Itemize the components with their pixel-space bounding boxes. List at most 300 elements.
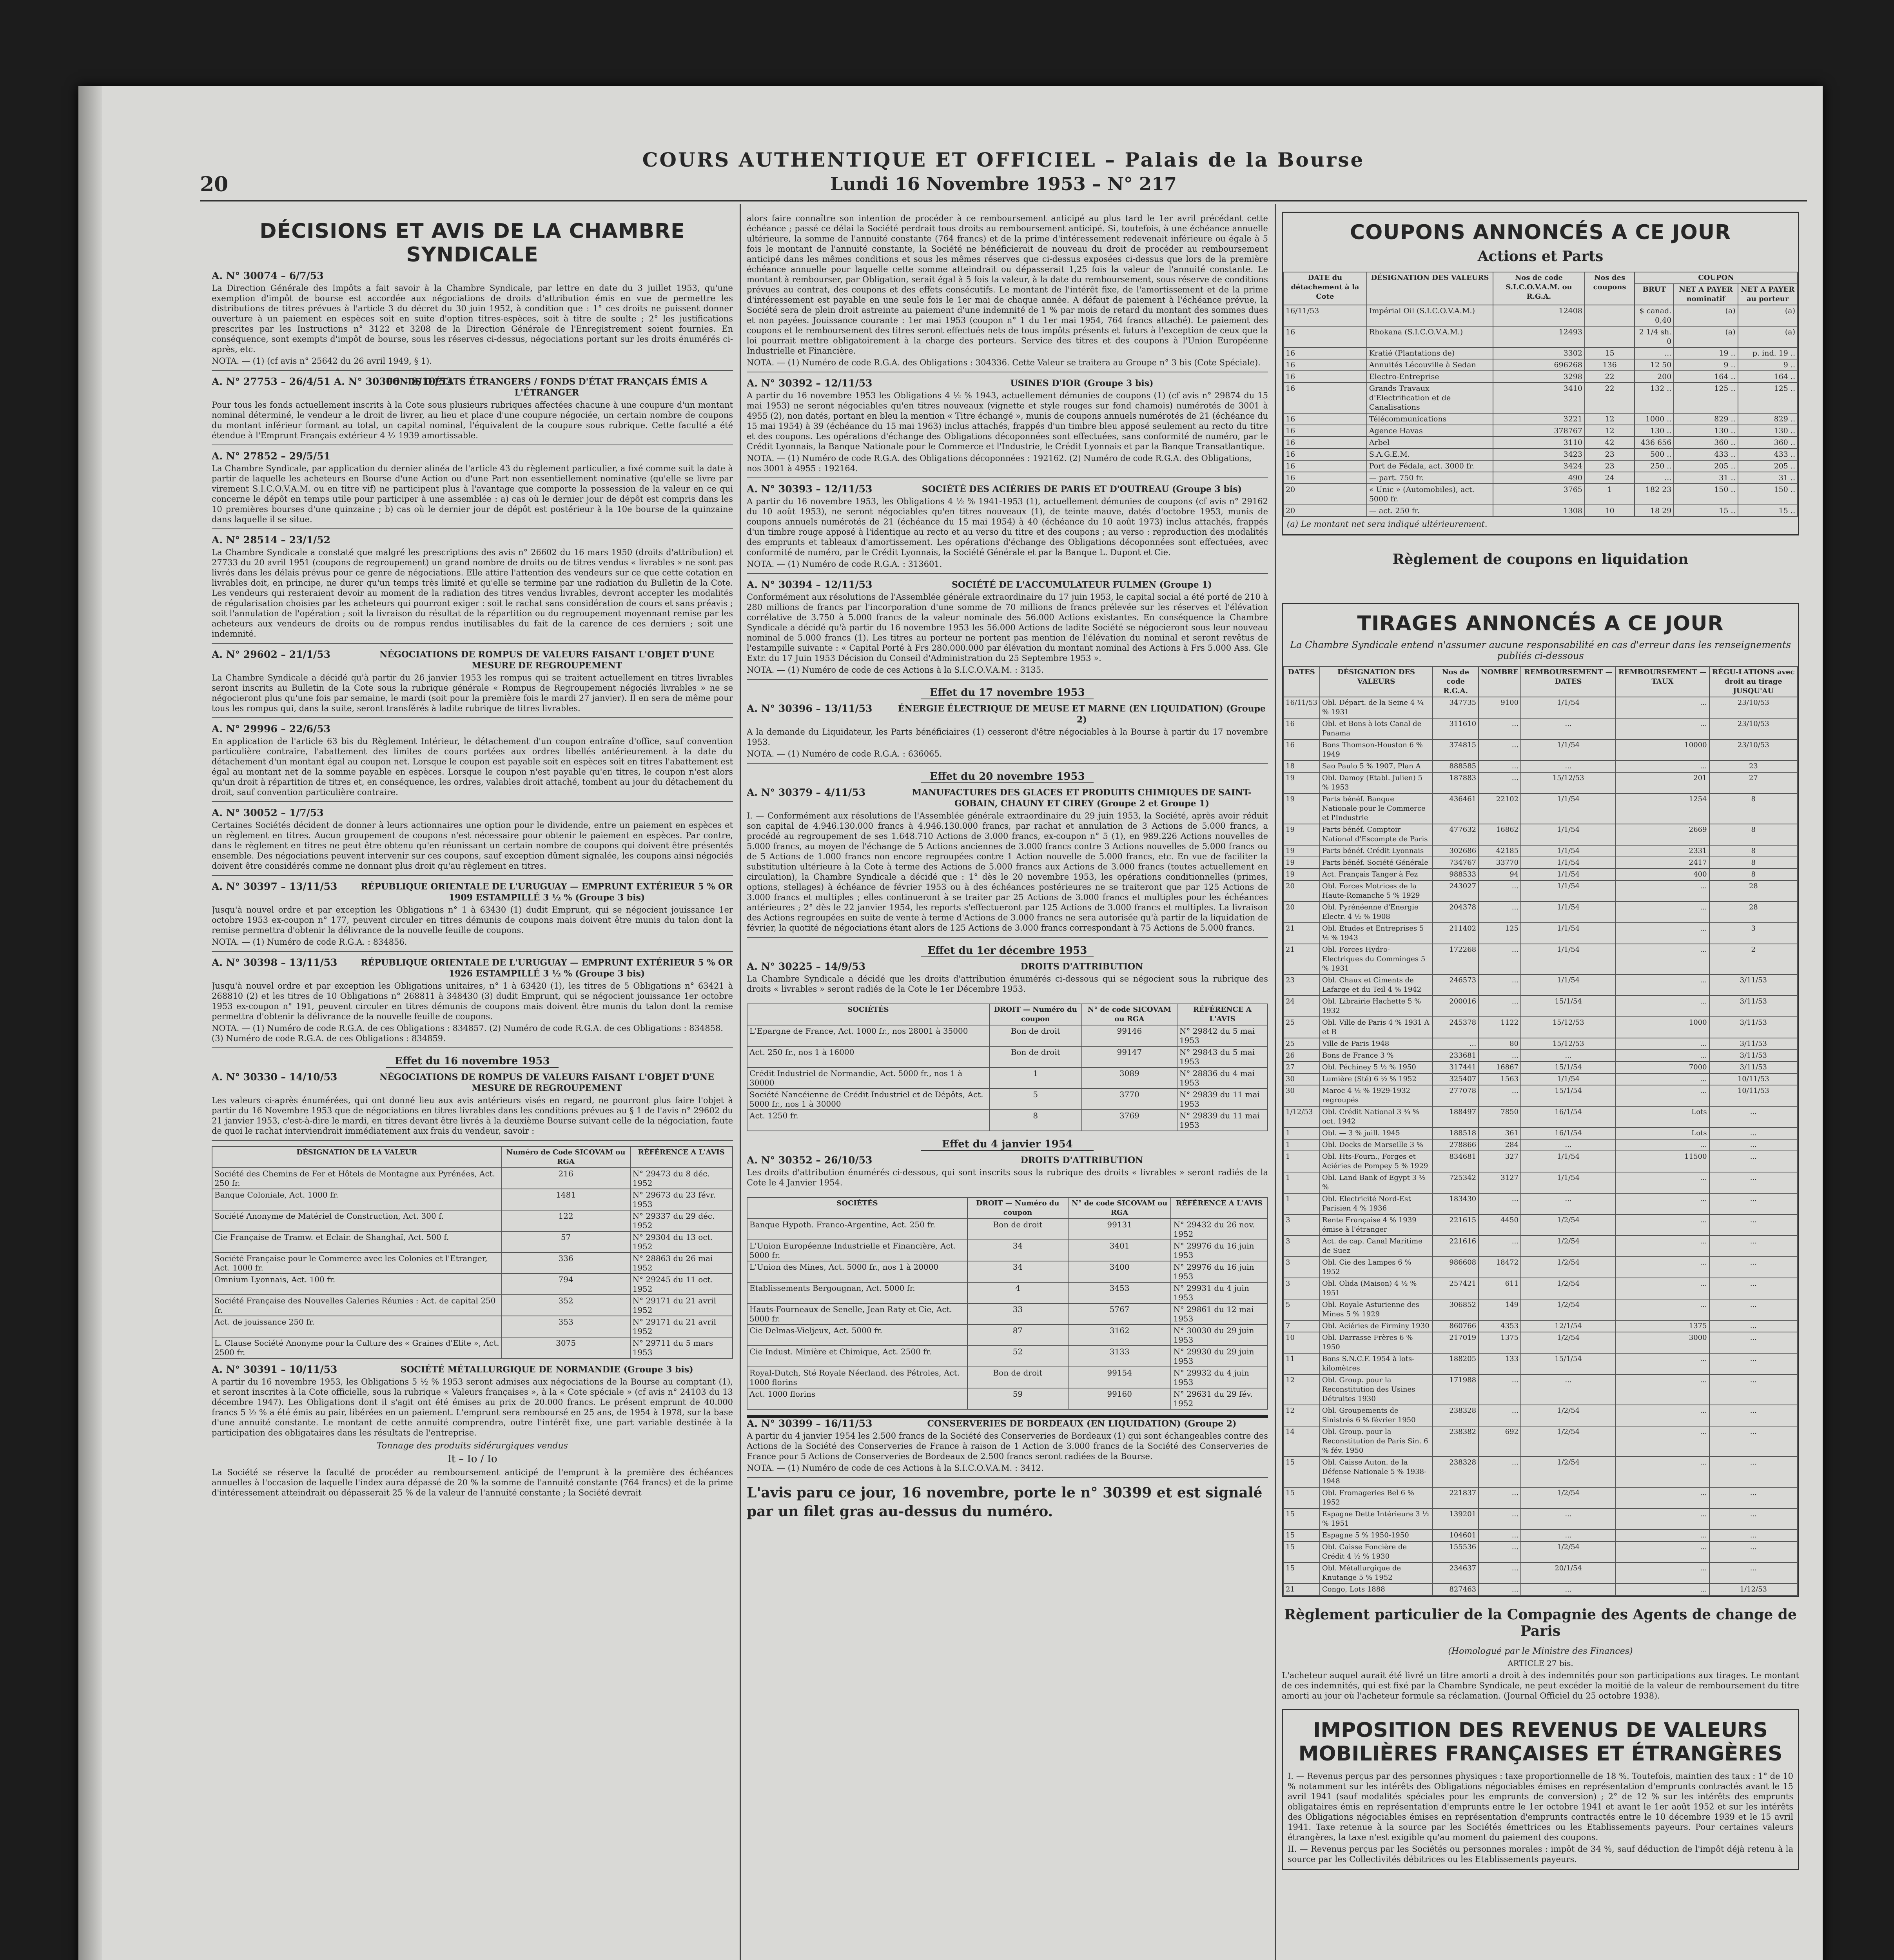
table-cell: N° 28836 du 4 mai 1953 — [1177, 1067, 1268, 1089]
table-cell: 1/2/54 — [1521, 1457, 1616, 1487]
table-cell: 3 — [1709, 923, 1798, 944]
table-row — [1283, 1073, 1798, 1085]
table-cell: ... — [1616, 1085, 1709, 1106]
table-cell: 306852 — [1433, 1299, 1479, 1320]
table-cell: 3110 — [1493, 437, 1585, 448]
avis-30391 — [212, 1364, 733, 1502]
avis-subject: FONDS D'ÉTATS ÉTRANGERS / FONDS D'ÉTAT FRANÇAIS ÉMIS A L'ÉTRANGER — [386, 377, 708, 398]
table-cell: ... — [1709, 1426, 1798, 1457]
table-cell: Obl. Etudes et Entreprises 5 ½ % 1943 — [1320, 923, 1433, 944]
table-cell: 3424 — [1493, 460, 1585, 472]
table-cell: ... — [1709, 1563, 1798, 1584]
col-header: Nos des coupons — [1585, 272, 1635, 305]
column-decisions — [212, 212, 733, 1960]
table-cell: 353 — [502, 1316, 630, 1337]
table-cell: 234637 — [1433, 1563, 1479, 1584]
coupons-title: COUPONS ANNONCÉS A CE JOUR — [1350, 221, 1731, 244]
table-cell: Agence Havas — [1367, 425, 1493, 437]
table-cell: 122 — [502, 1210, 630, 1231]
table-cell: 433 .. — [1674, 448, 1738, 460]
table-cell: 19 — [1283, 793, 1320, 824]
table-cell: 30 — [1283, 1085, 1320, 1106]
table-cell: Obl. Groupements de Sinistrés 6 % février 1950 — [1320, 1405, 1433, 1426]
table-row — [1283, 1257, 1798, 1278]
rompus-table — [212, 1146, 733, 1359]
table-cell: 4 — [967, 1282, 1068, 1303]
table-cell: Act. 250 fr., nos 1 à 16000 — [747, 1046, 989, 1067]
table-cell: Parts bénéf. Comptoir National d'Escompte de Paris — [1320, 824, 1433, 845]
table-cell: 211402 — [1433, 923, 1479, 944]
table-cell: 327 — [1479, 1151, 1521, 1172]
table-cell: Espagne Dette Intérieure 3 ½ % 1951 — [1320, 1508, 1433, 1530]
table-cell: 257421 — [1433, 1278, 1479, 1299]
table-cell: ... — [1616, 760, 1709, 772]
table-cell: ... — [1635, 347, 1674, 359]
avis-subject — [361, 535, 733, 546]
reglement-article: ARTICLE 27 bis. — [1508, 1659, 1573, 1668]
table-row — [1283, 1017, 1798, 1038]
table-cell: 23/10/53 — [1709, 739, 1798, 760]
table-cell: 125 .. — [1674, 383, 1738, 413]
table-cell: ... — [1479, 1405, 1521, 1426]
table-row — [747, 1346, 1268, 1367]
table-cell: ... — [1433, 1038, 1479, 1050]
table-cell: Société Nancéienne de Crédit Industriel et de Dépôts, Act. 5000 fr., nos 1 à 30000 — [747, 1089, 989, 1110]
table-cell: 8 — [1709, 793, 1798, 824]
table-cell: ... — [1479, 1236, 1521, 1257]
avis-head — [212, 808, 733, 818]
table-cell: 16 — [1283, 359, 1367, 371]
table-row — [1283, 448, 1798, 460]
table-cell: Obl. Aciéries de Firminy 1930 — [1320, 1320, 1433, 1332]
tirages-title: TIRAGES ANNONCÉS A CE JOUR — [1357, 612, 1724, 635]
table-cell: 3000 — [1616, 1332, 1709, 1353]
table-cell: (a) — [1674, 326, 1738, 347]
table-cell: 238328 — [1433, 1405, 1479, 1426]
table-cell: ... — [1616, 1278, 1709, 1299]
table-cell: ... — [1521, 1139, 1616, 1151]
avis-nota: NOTA. — (1) Numéro de code de ces Actions à la S.I.C.O.V.A.M. : 3412. — [747, 1463, 1044, 1473]
table-cell: ... — [1616, 996, 1709, 1017]
table-cell: 221615 — [1433, 1214, 1479, 1236]
table-cell: ... — [1479, 718, 1521, 739]
table-cell: ... — [1709, 1353, 1798, 1374]
table-cell: 19 — [1283, 772, 1320, 793]
table-cell: 221616 — [1433, 1236, 1479, 1257]
avis-head — [212, 649, 733, 671]
col-header: Nos de code S.I.C.O.V.A.M. ou R.G.A. — [1493, 272, 1585, 305]
table-cell: ... — [1709, 1332, 1798, 1353]
table-cell: 11500 — [1616, 1151, 1709, 1172]
avis-subject: NÉGOCIATIONS DE ROMPUS DE VALEURS FAISANT L'OBJET D'UNE MESURE DE REGROUPEMENT — [379, 650, 714, 671]
avis-body: A partir du 16 novembre 1953 les Obligations 4 ½ % 1943, actuellement démunies de coupons (1) (cf avis n° 29874 du 15 mai 1953) ne seront négociables qu'en titres nouveaux (vignette et style rouges sur fond chamois) numérotés de 3001 à 4955 (2), non datés, portant en bleu la mention « Titre échangé », munis de coupons annuels numérotés de 21 (échéance du 15 mai 1954) à 39 (échéance du 15 mai 1963) inclus attachés, frappés d'un timbre bleu apposé seulement au recto du titre et des coupons. Les opérations d'échange des Obligations décoponnées sont effectuées, sans conformité de numéro, par le Crédit Lyonnais, la Banque Nationale pour le Commerce et l'Industrie, le Crédit Lyonnais et par la Banque Transatlantique. — [747, 391, 1268, 451]
table-cell: 20 — [1283, 484, 1367, 505]
table-cell — [1585, 326, 1635, 347]
table-cell: ... — [1479, 944, 1521, 975]
table-cell: 325407 — [1433, 1073, 1479, 1085]
table-row — [1283, 347, 1798, 359]
avis-nota: NOTA. — (1) Numéro de code de ces Actions à la S.I.C.O.V.A.M. : 3135. — [747, 665, 1044, 675]
avis-list — [747, 378, 1268, 680]
table-cell: ... — [1616, 1457, 1709, 1487]
table-cell: 139201 — [1433, 1508, 1479, 1530]
table-cell: 1563 — [1479, 1073, 1521, 1085]
table-cell: 1 — [1283, 1172, 1320, 1193]
table-cell: 23 — [1585, 448, 1635, 460]
table-cell: 10000 — [1616, 739, 1709, 760]
table-cell: 15 .. — [1674, 505, 1738, 517]
avis-subject: DROITS D'ATTRIBUTION — [1020, 962, 1143, 972]
col-header: Nos de code R.G.A. — [1433, 666, 1479, 697]
table-cell: ... — [1616, 1563, 1709, 1584]
column-divider — [740, 204, 741, 1960]
table-cell: 3127 — [1479, 1172, 1521, 1193]
table-cell: ... — [1616, 944, 1709, 975]
table-cell: 1375 — [1479, 1332, 1521, 1353]
table-cell: 3/11/53 — [1709, 1050, 1798, 1062]
avis-ref: A. N° 30352 – 26/10/53 — [747, 1154, 873, 1166]
avis-head — [747, 579, 1268, 590]
table-cell: Grands Travaux d'Electrification et de Canalisations — [1367, 383, 1493, 413]
table-cell: ... — [1616, 1541, 1709, 1563]
table-cell: 130 .. — [1674, 425, 1738, 437]
avis-body: Pour tous les fonds actuellement inscrits à la Cote sous plusieurs rubriques affectées chacune à une coupure d'un montant nominal déterminé, le vendeur a le droit de livrer, au lieu et place d'une coupure négociée, un certain nombre de coupons du montant inférieur formant au total, un capital nominal, l'équivalent de la coupure sous rubrique. Cette faculté a été étendue à l'Emprunt Français extérieur 4 ½ 1939 amortissable. — [212, 400, 733, 440]
table-cell: 15/1/54 — [1521, 996, 1616, 1017]
table-cell: 16862 — [1479, 824, 1521, 845]
table-cell: 20 — [1283, 902, 1320, 923]
table-row — [212, 1274, 733, 1295]
table-row — [747, 1240, 1268, 1261]
avis-nota: NOTA. — (1) Numéro de code R.G.A. des Obligations décoponnées : 192162. (2) Numéro de code R.G.A. des Obligations, nos 3001 à 4955 : 192164. — [747, 454, 1252, 473]
table-cell: 2417 — [1616, 857, 1709, 869]
table-cell: Annuités Lécouville à Sedan — [1367, 359, 1493, 371]
col-header: SOCIÉTÉS — [747, 1004, 989, 1025]
table-cell: Obl. Caisse Auton. de la Défense Nationale 5 % 1938-1948 — [1320, 1457, 1433, 1487]
table-cell: 19 — [1283, 824, 1320, 845]
table-row — [747, 1388, 1268, 1409]
table-cell: 19 — [1283, 845, 1320, 857]
avis-nota: NOTA. — (1) Numéro de code R.G.A. : 834856. — [212, 937, 407, 947]
table-cell: 734767 — [1433, 857, 1479, 869]
table-row — [1283, 1038, 1798, 1050]
effet-heading: Effet du 20 novembre 1953 — [921, 771, 1094, 783]
table-cell: 104601 — [1433, 1530, 1479, 1541]
table-cell: ... — [1521, 1193, 1616, 1214]
table-cell: 3221 — [1493, 413, 1585, 425]
table-cell: 21 — [1283, 944, 1320, 975]
table-cell: Act. de cap. Canal Maritime de Suez — [1320, 1236, 1433, 1257]
table-cell: Sao Paulo 5 % 1907, Plan A — [1320, 760, 1433, 772]
table-cell: N° 29432 du 26 nov. 1952 — [1171, 1219, 1268, 1240]
table-cell: 27 — [1283, 1062, 1320, 1073]
table-cell: ... — [1616, 1426, 1709, 1457]
table-cell: ... — [1616, 880, 1709, 902]
table-row — [1283, 460, 1798, 472]
table-cell: 12408 — [1493, 305, 1585, 326]
avis-block — [747, 579, 1268, 680]
table-row — [1283, 880, 1798, 902]
table-cell: 834681 — [1433, 1151, 1479, 1172]
table-cell: $ canad. 0,40 — [1635, 305, 1674, 326]
table-cell: 3453 — [1068, 1282, 1171, 1303]
avis-head — [212, 724, 733, 735]
table-cell: 7850 — [1479, 1106, 1521, 1127]
avis-subject — [361, 270, 733, 281]
droits-table-1 — [747, 1004, 1268, 1131]
table-cell: Obl. — 3 % juill. 1945 — [1320, 1127, 1433, 1139]
table-cell: Obl. Fromageries Bel 6 % 1952 — [1320, 1487, 1433, 1508]
table-cell: 125 — [1479, 923, 1521, 944]
table-cell: 4450 — [1479, 1214, 1521, 1236]
table-row — [1283, 413, 1798, 425]
table-cell: 1/1/54 — [1521, 869, 1616, 880]
table-cell: 347735 — [1433, 697, 1479, 718]
avis-subject — [361, 808, 733, 818]
table-row — [747, 1110, 1268, 1131]
avis-nota: NOTA. — (1) Numéro de code R.G.A. des Obligations : 304336. Cette Valeur se traitera au Groupe n° 3 bis (Cote Spéciale). — [747, 358, 1261, 367]
table-cell: N° 29842 du 5 mai 1953 — [1177, 1025, 1268, 1046]
table-cell: 888585 — [1433, 760, 1479, 772]
table-cell: Obl. Land Bank of Egypt 3 ½ % — [1320, 1172, 1433, 1193]
table-cell: 1/2/54 — [1521, 1278, 1616, 1299]
table-cell: N° 29245 du 11 oct. 1952 — [630, 1274, 733, 1295]
table-cell: 22 — [1585, 371, 1635, 383]
table-cell: 3/11/53 — [1709, 1017, 1798, 1038]
table-cell: 182 23 — [1635, 484, 1674, 505]
table-cell: 8 — [1709, 857, 1798, 869]
table-cell: ... — [1616, 1299, 1709, 1320]
avis-body: A partir du 4 janvier 1954 les 2.500 francs de la Société des Conserveries de Bordeaux (1) qui sont échangeables contre des Actions de la Société des Conserveries de France à raison de 1 Action de 3.000 francs de la Société des Conserveries de France pour 5 Actions de Conserveries de Bordeaux de 2.500 francs seront radiées de la Bourse. — [747, 1431, 1268, 1461]
avis-head — [212, 535, 733, 546]
table-cell: ... — [1709, 1530, 1798, 1541]
table-cell: 200 — [1635, 371, 1674, 383]
avis-head — [212, 881, 733, 903]
table-cell: N° 29861 du 12 mai 1953 — [1171, 1303, 1268, 1325]
table-cell: ... — [1616, 1050, 1709, 1062]
avis-ref: A. N° 30399 – 16/11/53 — [747, 1418, 873, 1429]
avis-nota: NOTA. — (1) Numéro de code R.G.A. : 313601. — [747, 559, 942, 569]
table-cell: 302686 — [1433, 845, 1479, 857]
table-row — [1283, 383, 1798, 413]
table-cell: Bon de droit — [967, 1219, 1068, 1240]
table-cell: 16 — [1283, 460, 1367, 472]
table-cell: 490 — [1493, 472, 1585, 484]
column-coupons-tirages — [1282, 212, 1799, 1960]
table-cell: 16 — [1283, 371, 1367, 383]
table-cell: 1000 — [1616, 1017, 1709, 1038]
tirages-box — [1282, 603, 1799, 1597]
table-cell: 28 — [1709, 902, 1798, 923]
table-cell: Obl. Hts-Fourn., Forges et Aciéries de Pompey 5 % 1929 — [1320, 1151, 1433, 1172]
table-cell: — part. 750 fr. — [1367, 472, 1493, 484]
table-row — [1283, 1139, 1798, 1151]
table-cell: 3410 — [1493, 383, 1585, 413]
table-cell: 1/1/54 — [1521, 1151, 1616, 1172]
table-row — [1283, 824, 1798, 845]
table-cell: 18 — [1283, 760, 1320, 772]
table-row — [1283, 1353, 1798, 1374]
col-header: RÉFÉRENCE A L'AVIS — [1171, 1198, 1268, 1219]
table-cell: Obl. Péchiney 5 ½ % 1950 — [1320, 1062, 1433, 1073]
table-cell: N° 29843 du 5 mai 1953 — [1177, 1046, 1268, 1067]
table-cell: 201 — [1616, 772, 1709, 793]
avis-block — [212, 881, 733, 952]
avis-head — [747, 484, 1268, 495]
table-cell: 1/2/54 — [1521, 1405, 1616, 1426]
avis-ref: A. N° 27852 – 29/5/51 — [212, 450, 330, 462]
avis-body: A partir du 16 novembre 1953, les Obligations 4 ½ % 1941-1953 (1), actuellement démunies de coupons (cf avis n° 29162 du 10 août 1953), ne seront négociables qu'en titres nouveaux (1), de teinte mauve, datés d'octobre 1953, munis de coupons annuels numérotés de 21 (échéance du 15 mai 1954) à 40 (échéance du 10 août 1973) inclus attachés, frappés d'un timbre rouge apposé à l'identique au recto et au verso du titre et des coupons ; au verso : reproduction des modalités des emprunts et tableaux d'amortissement. Les opérations d'échange des Obligations décoponnées sont effectuées, avec conformité de numéro, par le Crédit Lyonnais, la Société Générale et par la Banque L. Dupont et Cie. — [747, 497, 1268, 557]
avis-body: Jusqu'à nouvel ordre et par exception les Obligations n° 1 à 63430 (1) dudit Emprunt, qui se négocient jouissance 1er octobre 1953 ex-coupon n° 177, peuvent circuler en titres démunis de coupons mais doivent être munis du talon dont la remise permettra d'obtenir la délivrance de la nouvelle feuille de coupons. — [212, 905, 733, 935]
table-cell: ... — [1635, 472, 1674, 484]
table-cell: 1/1/54 — [1521, 923, 1616, 944]
table-cell: 19 .. — [1674, 347, 1738, 359]
table-cell: ... — [1479, 1584, 1521, 1595]
table-cell: 1375 — [1616, 1320, 1709, 1332]
table-cell: 1254 — [1616, 793, 1709, 824]
table-row — [1283, 1374, 1798, 1405]
table-cell: Rhokana (S.I.C.O.V.A.M.) — [1367, 326, 1493, 347]
table-cell: 1/1/54 — [1521, 975, 1616, 996]
table-cell: 18 29 — [1635, 505, 1674, 517]
newspaper-page — [200, 145, 1807, 1960]
table-cell: 19 — [1283, 869, 1320, 880]
avis-ref: A. N° 27753 – 26/4/51 A. N° 30306 – 8/10/53 — [212, 376, 453, 387]
table-cell: 15 — [1283, 1530, 1320, 1541]
table-cell: 3769 — [1082, 1110, 1177, 1131]
table-cell: 374815 — [1433, 739, 1479, 760]
table-cell: ... — [1521, 1508, 1616, 1530]
table-row — [747, 1367, 1268, 1388]
table-cell: ... — [1479, 1374, 1521, 1405]
table-cell: 3/11/53 — [1709, 975, 1798, 996]
table-cell: 14 — [1283, 1426, 1320, 1457]
avis-nota: NOTA. — (1) (cf avis n° 25642 du 26 avril 1949, § 1). — [212, 356, 432, 366]
table-cell: Société Française des Nouvelles Galeries Réunies : Act. de capital 250 fr. — [212, 1295, 502, 1316]
table-cell: 5 — [1283, 1299, 1320, 1320]
table-cell: 1/1/54 — [1521, 944, 1616, 975]
table-row — [1283, 484, 1798, 505]
table-cell: 80 — [1479, 1038, 1521, 1050]
table-cell: 12/1/54 — [1521, 1320, 1616, 1332]
avis-body: En application de l'article 63 bis du Règlement Intérieur, le détachement d'un coupon entraîne d'office, sauf convention particulière contraire, l'abattement des limites de cours portées aux ordres libellés antérieurement à la date du détachement d'un montant égal au coupon net. Lorsque le coupon est payable soit en espèces soit en titres l'abattement est égal au montant net de la somme payable en espèces. Lorsque le coupon n'est payable qu'en titres, le coupon n'est alors qu'un droit à répartition de titres et, en conséquence, les ordres, valables droit attaché, tombent au jour du détachement du droit, sauf convention particulière contraire. — [212, 737, 733, 797]
page-number: 20 — [200, 172, 229, 196]
table-cell: 16 — [1283, 472, 1367, 484]
table-cell: Banque Hypoth. Franco-Argentine, Act. 250 fr. — [747, 1219, 967, 1240]
table-cell: 27 — [1709, 772, 1798, 793]
table-cell: 20/1/54 — [1521, 1563, 1616, 1584]
table-row — [1283, 1541, 1798, 1563]
table-cell: 1/2/54 — [1521, 1487, 1616, 1508]
table-cell: ... — [1479, 739, 1521, 760]
avis-block — [212, 535, 733, 644]
avis-nota: NOTA. — (1) Numéro de code R.G.A. : 636065. — [747, 749, 942, 759]
table-row — [1283, 1563, 1798, 1584]
avis-ref: A. N° 28514 – 23/1/52 — [212, 534, 330, 546]
table-cell: 1 — [1283, 1193, 1320, 1214]
table-row — [1283, 425, 1798, 437]
table-cell: ... — [1479, 1563, 1521, 1584]
table-cell: ... — [1616, 1374, 1709, 1405]
table-cell: ... — [1479, 975, 1521, 996]
table-cell: N° 29839 du 11 mai 1953 — [1177, 1089, 1268, 1110]
table-cell: Obl. Librairie Hachette 5 % 1932 — [1320, 996, 1433, 1017]
table-cell: 150 .. — [1738, 484, 1798, 505]
table-cell: 188518 — [1433, 1127, 1479, 1139]
table-cell: 99154 — [1068, 1367, 1171, 1388]
table-cell: 2331 — [1616, 845, 1709, 857]
table-cell: ... — [1479, 880, 1521, 902]
table-cell: Act. 1000 florins — [747, 1388, 967, 1409]
table-cell: 829 .. — [1674, 413, 1738, 425]
table-cell: ... — [1616, 923, 1709, 944]
coupons-table — [1283, 272, 1798, 517]
table-cell: 1 — [1283, 1139, 1320, 1151]
table-cell: 20 — [1283, 880, 1320, 902]
table-cell: 155536 — [1433, 1541, 1479, 1563]
table-cell: L. Clause Société Anonyme pour la Culture des « Graines d'Elite », Act. 2500 fr. — [212, 1337, 502, 1358]
table-row — [1283, 1236, 1798, 1257]
table-cell: ... — [1521, 1374, 1616, 1405]
col-header: REMBOURSEMENT — TAUX — [1616, 666, 1709, 697]
table-cell: 5767 — [1068, 1303, 1171, 1325]
avis-head — [747, 378, 1268, 389]
table-cell: 217019 — [1433, 1332, 1479, 1353]
table-cell: 150 .. — [1674, 484, 1738, 505]
table-cell: ... — [1709, 1193, 1798, 1214]
avis-body: La Chambre Syndicale a constaté que malgré les prescriptions des avis n° 26602 du 16 mars 1950 (droits d'attribution) et 27733 du 20 avril 1951 (coupons de regroupement) un grand nombre de droits ou de titres vendus « livrables » ne sont pas livrés dans les délais prévus pour ce genre de négociations. Elle attire l'attention des vendeurs sur ce que cette cotation en livrables doit, en principe, ne durer qu'un temps très limité et qu'elle se termine par une radiation du Bulletin de la Cote. Les vendeurs qui resteraient devoir au moment de la radiation des titres vendus livrables, devront accepter les modalités de régularisation choisies par les acheteurs qui pourront exiger : soit le rachat sans considération de cours et sans préavis ; soit l'annulation de l'opération ; soit la livraison du résultat de la répartition ou du regroupement moyennant remise par les acheteurs aux vendeurs de droits ou de rompus rendus inutilisables du fait de la carence de ces derniers ; soit une indemnité. — [212, 548, 733, 639]
table-cell: 477632 — [1433, 824, 1479, 845]
table-cell: 33 — [967, 1303, 1068, 1325]
table-row — [1283, 923, 1798, 944]
table-cell: ... — [1709, 1457, 1798, 1487]
table-cell: ... — [1616, 975, 1709, 996]
table-cell: 860766 — [1433, 1320, 1479, 1332]
table-cell: 16/1/54 — [1521, 1127, 1616, 1139]
table-row — [1283, 1062, 1798, 1073]
table-cell: ... — [1479, 1530, 1521, 1541]
table-row — [1283, 1127, 1798, 1139]
table-cell: 317441 — [1433, 1062, 1479, 1073]
table-cell: 133 — [1479, 1353, 1521, 1374]
table-cell: 149 — [1479, 1299, 1521, 1320]
col-header: SOCIÉTÉS — [747, 1198, 967, 1219]
avis-subject: DROITS D'ATTRIBUTION — [1020, 1155, 1143, 1165]
table-row — [1283, 472, 1798, 484]
table-cell: 238382 — [1433, 1426, 1479, 1457]
table-cell: 611 — [1479, 1278, 1521, 1299]
table-cell: 15 — [1283, 1487, 1320, 1508]
table-cell: ... — [1616, 1257, 1709, 1278]
col-header: DROIT — Numéro du coupon — [967, 1198, 1068, 1219]
table-cell: 171988 — [1433, 1374, 1479, 1405]
table-cell: 7000 — [1616, 1062, 1709, 1073]
table-cell: 233681 — [1433, 1050, 1479, 1062]
table-cell: 794 — [502, 1274, 630, 1295]
table-cell: ... — [1616, 1487, 1709, 1508]
table-cell: 130 .. — [1635, 425, 1674, 437]
avis-subject — [361, 451, 733, 462]
table-cell: 1 — [1283, 1127, 1320, 1139]
table-row — [1283, 869, 1798, 880]
table-cell: 2 — [1709, 944, 1798, 975]
table-row — [747, 1303, 1268, 1325]
table-cell: ... — [1479, 772, 1521, 793]
table-cell: Obl. Pyrénéenne d'Energie Electr. 4 ½ % 1908 — [1320, 902, 1433, 923]
table-cell: 15/1/54 — [1521, 1085, 1616, 1106]
table-cell: 378767 — [1493, 425, 1585, 437]
reglement-body: L'acheteur auquel aurait été livré un titre amorti a droit à des indemnités pour son participations aux tirages. Le montant de ces indemnités, qui est fixé par la Chambre Syndicale, ne peut excéder la moitié de la valeur de remboursement du titre amorti au jour où l'acheteur formule sa réclamation. (Journal Officiel du 25 octobre 1938). — [1282, 1671, 1799, 1700]
table-cell: 21 — [1283, 1584, 1320, 1595]
